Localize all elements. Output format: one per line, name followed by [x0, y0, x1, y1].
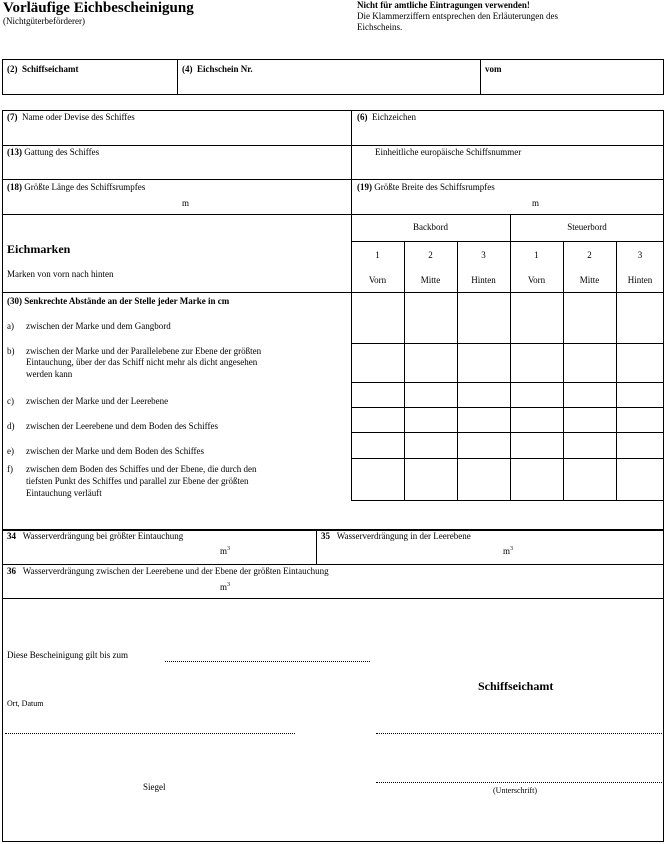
schiffseichamt-field[interactable]: (2) Schiffseichamt — [7, 64, 79, 74]
row-letter: c) — [7, 396, 14, 406]
valid-until-line[interactable] — [165, 661, 370, 662]
col-num: 2 — [587, 250, 592, 260]
f34-unit: $m^3$ — [220, 546, 231, 556]
row-letter: b) — [7, 346, 15, 356]
unterschrift-label: (Unterschrift) — [493, 786, 537, 795]
f35-field[interactable]: 35 Wasserverdrängung in der Leerebene — [321, 531, 471, 541]
row-letter: f) — [7, 464, 13, 474]
row-text: Eintauchung, über der das Schiff nicht mehr als dicht angesehen — [26, 357, 258, 367]
f35-unit: $m^3$ — [503, 546, 514, 556]
row-text: werden kann — [26, 369, 73, 379]
signature-line[interactable] — [376, 782, 662, 783]
notice-line-1: Die Klammerziffern entsprechen den Erläuterungen des — [357, 11, 558, 21]
siegel-label: Siegel — [143, 782, 166, 792]
valid-until-label: Diese Bescheinigung gilt bis zum — [7, 650, 128, 660]
breadth-field[interactable]: (19) Größte Breite des Schiffsrumpfes — [357, 182, 495, 192]
col-num: 3 — [481, 250, 486, 260]
row-text: zwischen der Marke und der Leerebene — [26, 396, 169, 406]
row-text: zwischen dem Boden des Schiffes und der Ebene, die durch den — [26, 464, 257, 474]
vom-field[interactable]: vom — [485, 64, 502, 74]
eichmarken-title: Eichmarken — [7, 242, 71, 256]
row-letter: d) — [7, 421, 15, 431]
backbord-header: Backbord — [413, 222, 448, 232]
ort-datum-label: Ort, Datum — [7, 699, 44, 708]
row-text: tiefsten Punkt des Schiffes und parallel zur Ebene der größten — [26, 476, 249, 486]
authority-label: Schiffseichamt — [478, 679, 554, 693]
eichschein-nr-field[interactable]: (4) Eichschein Nr. — [182, 64, 253, 74]
col-num: 2 — [428, 250, 433, 260]
col-pos: Hinten — [471, 275, 496, 285]
length-field[interactable]: (18) Größte Länge des Schiffsrumpfes — [7, 182, 146, 192]
notice-line-2: Eichscheins. — [357, 22, 403, 32]
eichmarken-subtitle: Marken von vorn nach hinten — [7, 269, 114, 279]
f30-label: (30) Senkrechte Abstände an der Stelle jeder Marke in cm — [7, 296, 230, 306]
ship-name-field[interactable]: (7) Name oder Devise des Schiffes — [7, 112, 135, 122]
f34-field[interactable]: 34 Wasserverdrängung bei größter Eintauchung — [7, 531, 184, 541]
col-num: 1 — [375, 250, 380, 260]
f36-field[interactable]: 36 Wasserverdrängung zwischen der Leerebene und der Ebene der größten Eintauchung — [7, 566, 329, 576]
eni-field[interactable]: Einheitliche europäische Schiffsnummer — [375, 147, 522, 157]
notice-bold: Nicht für amtliche Eintragungen verwenden! — [357, 0, 530, 10]
breadth-unit: m — [532, 198, 540, 208]
page-title: Vorläufige Eichbescheinigung — [3, 0, 194, 16]
ort-datum-line[interactable] — [5, 733, 295, 734]
row-text: zwischen der Marke und der Parallelebene zur Ebene der größten — [26, 346, 262, 356]
steuerbord-header: Steuerbord — [567, 222, 607, 232]
col-num: 1 — [534, 250, 539, 260]
col-pos: Mitte — [420, 275, 441, 285]
page-subtitle: (Nichtgüterbeförderer) — [3, 16, 85, 26]
row-text: Eintauchung verläuft — [26, 488, 102, 498]
f36-unit: $m^3$ — [220, 582, 231, 592]
col-pos: Mitte — [579, 275, 600, 285]
authority-line[interactable] — [376, 733, 662, 734]
row-letter: e) — [7, 446, 14, 456]
col-num: 3 — [637, 250, 643, 260]
length-unit: m — [182, 198, 190, 208]
col-pos: Hinten — [627, 275, 653, 285]
ship-type-field[interactable]: (13) Gattung des Schiffes — [7, 147, 100, 157]
row-letter: a) — [7, 321, 14, 331]
row-text: zwischen der Leerebene und dem Boden des Schiffes — [26, 421, 219, 431]
eichzeichen-field[interactable]: (6) Eichzeichen — [357, 112, 416, 122]
row-text: zwischen der Marke und dem Boden des Schiffes — [26, 446, 205, 456]
top-row-box — [2, 59, 664, 95]
col-pos: Vorn — [368, 275, 387, 285]
row-text: zwischen der Marke und dem Gangbord — [26, 321, 171, 331]
col-pos: Vorn — [527, 275, 546, 285]
footer-box — [2, 598, 664, 842]
